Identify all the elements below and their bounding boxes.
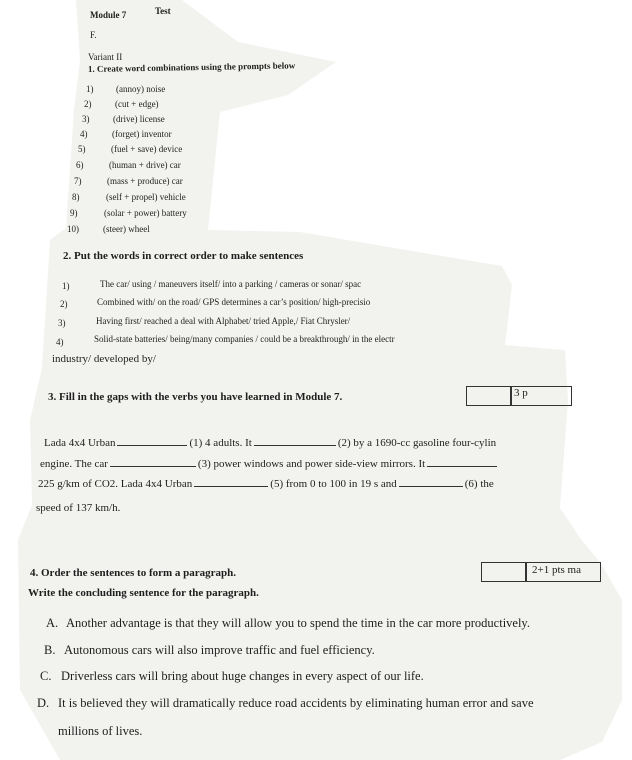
list-item-continuation: industry/ developed by/ (52, 353, 156, 365)
list-item-num: 4) (56, 337, 64, 347)
list-item-num: 5) (78, 144, 86, 154)
gap-5[interactable] (194, 477, 268, 487)
list-item-num: 2) (84, 99, 92, 109)
list-item-num: 6) (76, 160, 84, 170)
text-segment: Lada 4x4 Urban (44, 437, 116, 449)
list-item-num: 1) (86, 84, 94, 94)
option-letter: C. (40, 669, 52, 683)
list-item: (self + propel) vehicle (106, 192, 186, 202)
option-continuation: millions of lives. (58, 724, 143, 738)
option-text: Driverless cars will bring about huge changes in every aspect of our life. (61, 669, 424, 683)
option-letter: D. (37, 696, 50, 710)
option-letter: B. (44, 643, 56, 657)
list-item-num: 7) (74, 176, 82, 186)
list-item: Combined with/ on the road/ GPS determines a car’s position/ high-precisio (97, 297, 371, 307)
points-box (466, 386, 512, 406)
list-item: (human + drive) car (109, 160, 181, 170)
gap-1[interactable] (117, 436, 187, 446)
list-item-num: 3) (82, 114, 90, 124)
points-label: 3 p (514, 387, 528, 399)
gap-3[interactable] (110, 457, 196, 467)
text-segment: (2) by a 1690-cc gasoline four-cylin (337, 437, 497, 449)
list-item: The car/ using / maneuvers itself/ into a parking / cameras or sonar/ spac (100, 279, 362, 289)
list-item-num: 9) (70, 208, 78, 218)
section4-subtitle: Write the concluding sentence for the paragraph. (28, 587, 259, 599)
section3-title: 3. Fill in the gaps with the verbs you have learned in Module 7. (48, 391, 343, 403)
list-item: (annoy) noise (116, 84, 166, 94)
list-item-num: 8) (72, 192, 80, 202)
list-item-num: 1) (62, 281, 70, 291)
points-label: 2+1 pts ma (532, 564, 581, 576)
list-item-num: 3) (58, 318, 66, 328)
option-text: Autonomous cars will also improve traffic and fuel efficiency. (64, 643, 375, 657)
gap-6[interactable] (399, 477, 463, 487)
list-item: (drive) license (113, 114, 165, 124)
section4-title: 4. Order the sentences to form a paragraph. (30, 567, 237, 579)
text-segment: 225 g/km of CO2. Lada 4x4 Urban (38, 478, 193, 490)
text-segment: engine. The car (40, 458, 108, 470)
gap-line-4: speed of 137 km/h. (36, 502, 121, 514)
option-text: Another advantage is that they will allow you to spend the time in the car more productively. (66, 616, 530, 630)
list-item: (solar + power) battery (104, 208, 187, 218)
section1-title: 1. Create word combinations using the prompts below (87, 60, 296, 74)
variant-label: Variant II (88, 52, 123, 62)
points-box (481, 562, 527, 582)
section2-title: 2. Put the words in correct order to make sentences (63, 250, 304, 262)
gap-line-3 (38, 477, 494, 490)
list-item: (mass + produce) car (107, 176, 183, 186)
list-item: (forget) inventor (112, 129, 172, 139)
list-item: Having first/ reached a deal with Alphabet/ tried Apple,/ Fiat Chrysler/ (96, 316, 351, 326)
test-label: Test (155, 6, 171, 16)
text-segment: (1) 4 adults. It (189, 437, 252, 449)
text-segment: (3) power windows and power side-view mirrors. It (197, 458, 426, 470)
f-label: F. (90, 30, 97, 40)
list-item: (fuel + save) device (111, 144, 183, 154)
text-segment: (5) from 0 to 100 in 19 s and (270, 478, 397, 490)
list-item: (cut + edge) (115, 99, 159, 109)
list-item-num: 4) (80, 129, 88, 139)
option-letter: A. (46, 616, 59, 630)
option-text: It is believed they will dramatically reduce road accidents by eliminating human error and save (58, 696, 534, 710)
list-item: Solid-state batteries/ being/many companies / could be a breakthrough/ in the electr (94, 334, 395, 344)
list-item-num: 2) (60, 299, 68, 309)
gap-line-2 (40, 457, 499, 470)
list-item: (steer) wheel (103, 224, 150, 234)
list-item-num: 10) (67, 224, 79, 234)
gap-2[interactable] (254, 436, 336, 446)
gap-line-1 (44, 436, 496, 449)
text-segment: (6) the (464, 478, 494, 490)
module-label: Module 7 (90, 10, 127, 20)
gap-4[interactable] (427, 457, 497, 467)
